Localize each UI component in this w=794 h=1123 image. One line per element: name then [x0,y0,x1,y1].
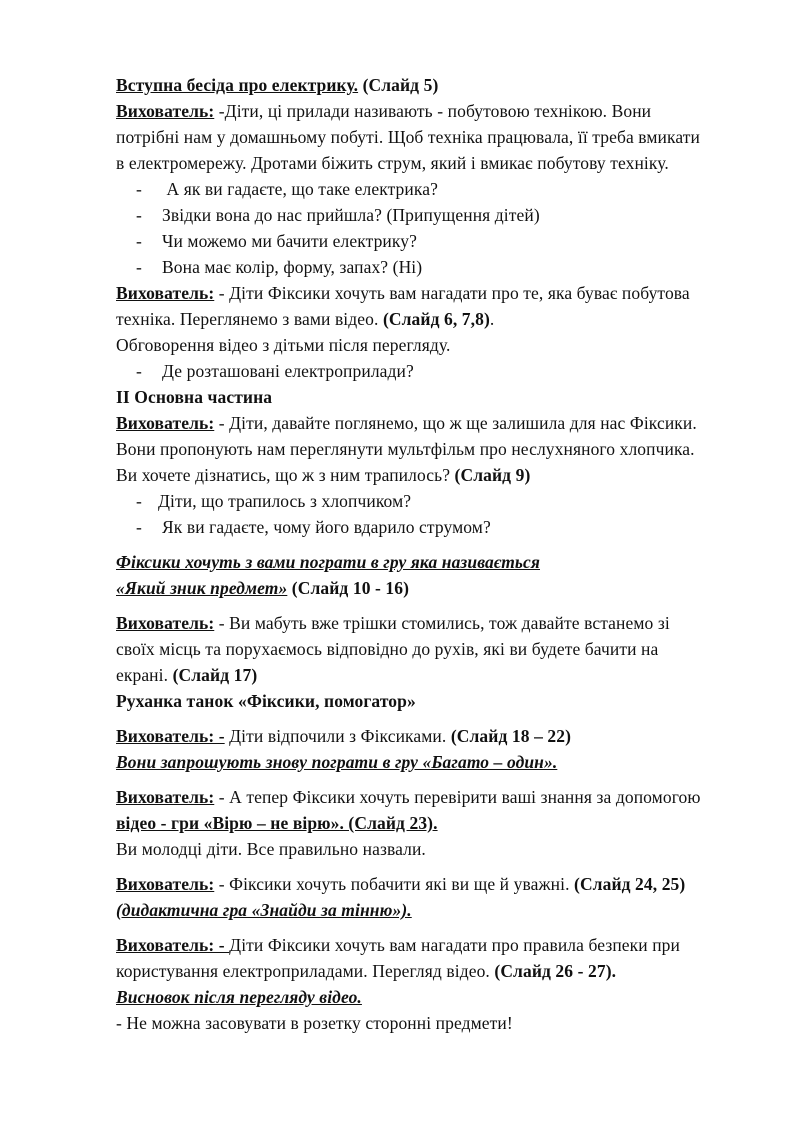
intro-slide: (Слайд 5) [362,75,439,95]
p2-line2: техніка. Переглянемо з вами відео. (Слайд 6, 7,8). [116,309,495,329]
game1-slide: (Слайд 10 - 16) [287,578,410,598]
section-title: II Основна частина [116,387,273,407]
p2-line1: Вихователь: - Діти Фіксики хочуть вам нагадати про те, яка буває побутова [116,283,690,303]
p1-speaker: Вихователь: [116,101,215,121]
list-item: - Звідки вона до нас прийшла? (Припущення дітей) [136,205,540,225]
p4-line2: своїх місць та поруxаємось відповідно до рухів, які ви будете бачити на [116,639,659,659]
p4-line3: екрані. (Слайд 17) [116,665,258,685]
p8-speaker: Вихователь: - [116,935,230,955]
p1-line3: в електромережу. Дротами біжить струм, який і вмикає побутову техніку. [116,153,669,173]
list-item: - Де розташовані електроприлади? [136,361,414,381]
p1-line2: потрібні нам у домашньому побуті. Щоб техніка працювала, її треба вмикати [116,127,700,147]
p6-speaker: Вихователь: [116,787,215,807]
list-item: - Діти, що трапилось з хлопчиком? [136,491,412,511]
list-item: - Чи можемо ми бачити електрику? [136,231,417,251]
p2-speaker: Вихователь: [116,283,215,303]
intro-heading-line [116,72,736,98]
p8-line1: Вихователь: - Діти Фіксики хочуть вам нагадати про правила безпеки при [116,935,680,955]
p6-line2: відео - гри «Вірю – не вірю». (Слайд 23). [116,813,438,833]
document-page [116,72,736,1036]
p8-line4: - Не можна засовувати в розетку сторонні предмети! [116,1013,513,1033]
p7-line2: (дидактична гра «Знайди за тінню»). [116,900,412,920]
p1-text1: -Діти, ці прилади називають - побутовою технікою. Вони [218,101,652,121]
p5-slide: (Слайд 18 – 22) [450,726,572,746]
p3-line1: Вихователь: - Діти, давайте поглянемо, що ж ще залишила для нас Фіксики. [116,413,697,433]
list-item: - Вона має колір, форму, запах? (Ні) [136,257,423,277]
p4-speaker: Вихователь: [116,613,215,633]
p6-line3: Ви молодці діти. Все правильно назвали. [116,839,426,859]
p8-line2: користування електроприладами. Перегляд відео. (Слайд 26 - 27). [116,961,617,981]
p5-line2: Вони запрошують знову пограти в гру «Багато – один». [116,752,558,772]
dance-title: Руханка танок «Фіксики, помогатор» [116,691,416,711]
p2-slide: (Слайд 6, 7,8) [382,309,490,329]
p1-line1 [116,98,736,124]
p5-speaker: Вихователь: - [116,726,225,746]
p5-line1: Вихователь: - Діти відпочили з Фіксиками. (Слайд 18 – 22) [116,726,572,746]
p8-slide: (Слайд 26 - 27). [494,961,617,981]
p2-line3: Обговорення відео з дітьми після перегляду. [116,335,451,355]
game1-line1: Фіксики хочуть з вами пограти в гру яка називається [116,552,540,572]
p4-slide: (Слайд 17) [172,665,258,685]
game1-line2 [116,575,736,601]
p6-line1: Вихователь: - А тепер Фіксики хочуть перевірити ваші знання за допомогою [116,787,701,807]
p7-speaker: Вихователь: [116,874,215,894]
p7-line1: Вихователь: - Фіксики хочуть побачити які ви ще й уважні. (Слайд 24, 25) [116,874,686,894]
p7-slide: (Слайд 24, 25) [574,874,686,894]
p8-line3: Висновок після перегляду відео. [116,987,362,1007]
p3-line2: Вони пропонують нам переглянути мультфільм про неслухняного хлопчика. [116,439,695,459]
p3-slide: (Слайд 9) [454,465,531,485]
intro-heading: Вступна бесіда про електрику. [116,75,359,95]
p4-line1: Вихователь: - Ви мабуть вже трішки стомились, тож давайте встанемо зі [116,613,670,633]
p3-line3: Ви хочете дізнатись, що ж з ним трапилось? (Слайд 9) [116,465,531,485]
game1-title: «Який зник предмет» [116,578,288,598]
list-item: - А як ви гадаєте, що таке електрика? [136,179,438,199]
list-item: - Як ви гадаєте, чому його вдарило струмом? [136,517,491,537]
p3-speaker: Вихователь: [116,413,215,433]
